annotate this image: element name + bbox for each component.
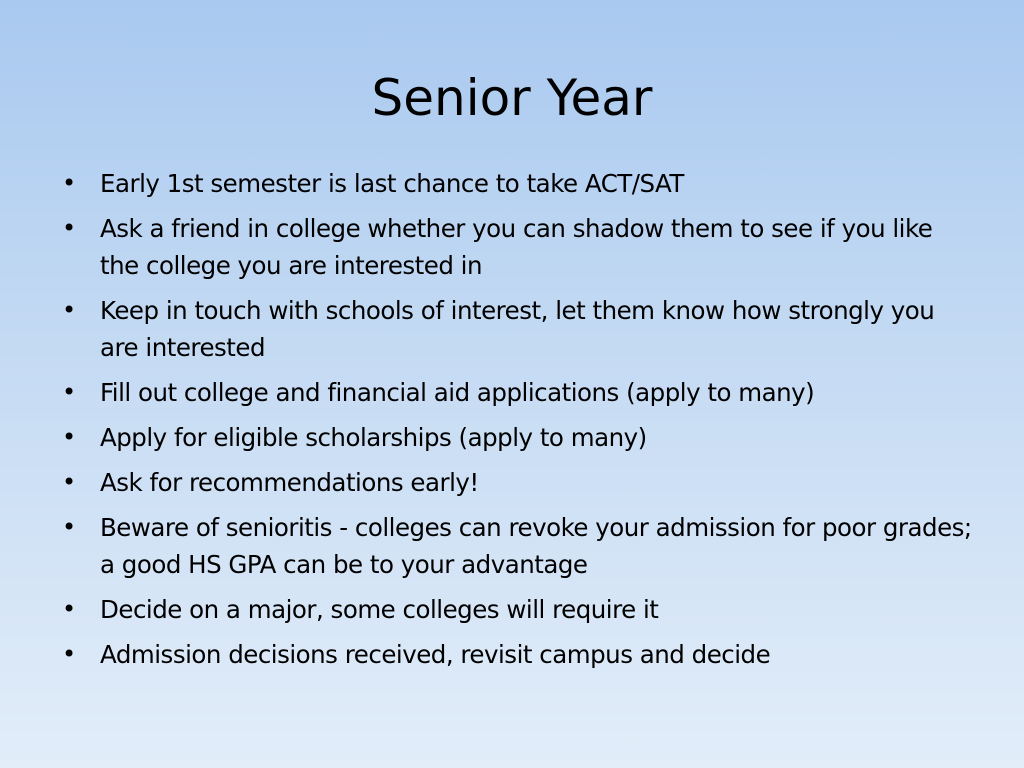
bullet-dot-icon: •: [62, 513, 76, 541]
bullet-text: Decide on a major, some colleges will require it: [100, 595, 659, 624]
bullet-text: Apply for eligible scholarships (apply to many): [100, 423, 647, 452]
bullet-dot-icon: •: [62, 468, 76, 496]
bullet-dot-icon: •: [62, 423, 76, 451]
bullet-text: Ask a friend in college whether you can shadow them to see if you like the college you are interested in: [100, 214, 933, 280]
bullet-text: Admission decisions received, revisit campus and decide: [100, 640, 771, 669]
bullet-text: Early 1st semester is last chance to take ACT/SAT: [100, 169, 684, 198]
bullet-text: Ask for recommendations early!: [100, 468, 479, 497]
bullet-text: Beware of senioritis - colleges can revoke your admission for poor grades; a good HS GPA can be to your advantage: [100, 513, 972, 579]
bullet-text: Keep in touch with schools of interest, let them know how strongly you are interested: [100, 296, 935, 362]
bullet-dot-icon: •: [62, 214, 76, 242]
bullet-item: [58, 419, 978, 456]
bullet-dot-icon: •: [62, 169, 76, 197]
bullet-list: [58, 165, 978, 681]
bullet-item: [58, 591, 978, 628]
bullet-dot-icon: •: [62, 595, 76, 623]
bullet-item: [58, 509, 978, 583]
bullet-item: [58, 165, 978, 202]
bullet-dot-icon: •: [62, 640, 76, 668]
bullet-item: [58, 374, 978, 411]
bullet-item: [58, 636, 978, 673]
bullet-item: [58, 210, 978, 284]
bullet-text: Fill out college and financial aid applications (apply to many): [100, 378, 815, 407]
bullet-dot-icon: •: [62, 296, 76, 324]
slide-title: Senior Year: [371, 69, 653, 127]
bullet-item: [58, 292, 978, 366]
bullet-item: [58, 464, 978, 501]
bullet-dot-icon: •: [62, 378, 76, 406]
